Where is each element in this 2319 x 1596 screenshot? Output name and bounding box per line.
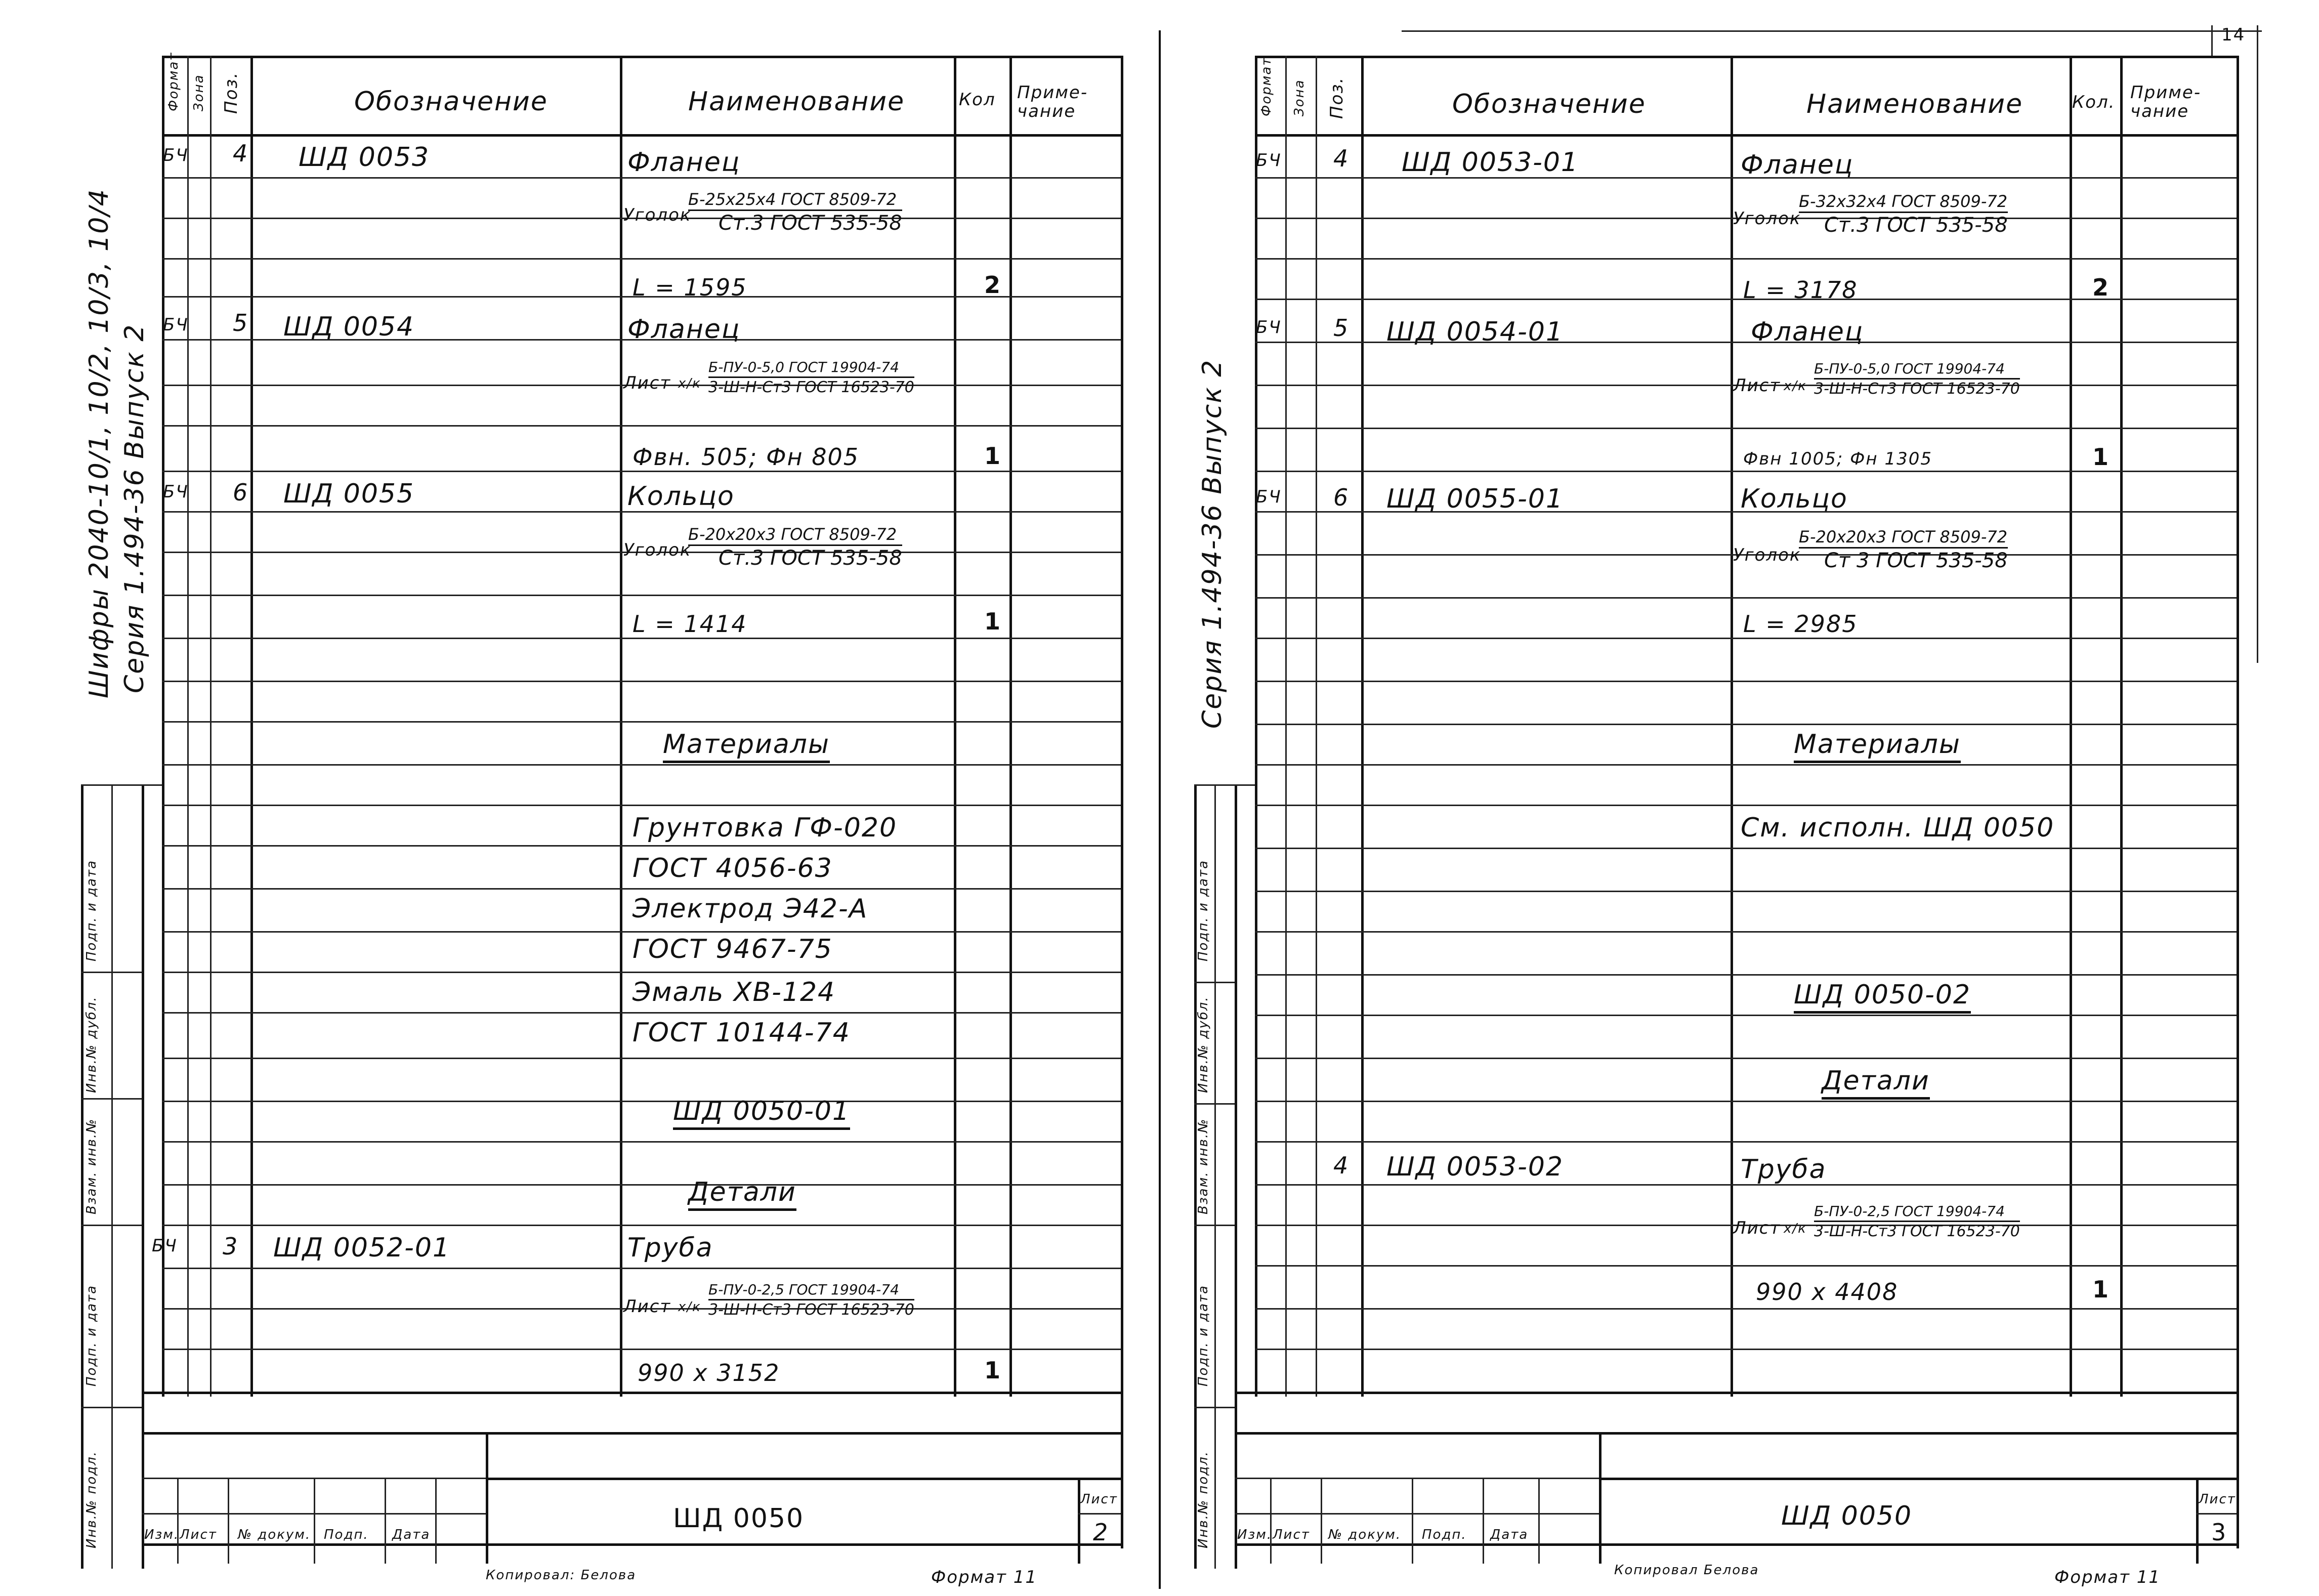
right-col-sep [2070, 56, 2072, 1397]
left-col-sep [954, 56, 956, 1397]
row-line [1255, 1058, 2237, 1059]
page-number: 14 [2221, 25, 2246, 45]
row-name: L = 1414 [633, 610, 747, 638]
margin-box-left [81, 784, 83, 1569]
material-item: ГОСТ 10144-74 [633, 1018, 851, 1048]
left-col-sep [620, 56, 622, 1397]
fraction-denominator: 3-Ш-Н-Ст3 ГОСТ 16523-70 [708, 1301, 914, 1319]
margin-line [1194, 982, 1235, 983]
row-line [1255, 597, 2237, 599]
stamp-line [1235, 1432, 2237, 1435]
fraction-numerator: Б-ПУ-0-5,0 ГОСТ 19904-74 [708, 360, 914, 378]
hdr-name: Наименование [1806, 89, 2023, 119]
stamp-line [1078, 1513, 1121, 1515]
row-line [162, 595, 1121, 596]
stamp-sheet-number: 2 [1093, 1519, 1109, 1546]
row-designation: ШД 0054-01 [1386, 317, 1564, 347]
stamp-col-izm: Изм. [1237, 1527, 1273, 1542]
material-item: ГОСТ 9467-75 [633, 934, 833, 964]
row-line [1255, 891, 2237, 892]
row-line [1255, 1349, 2237, 1350]
margin-label: Подп. и дата [84, 1284, 99, 1387]
row-line [162, 425, 1121, 427]
sheet-divider [1159, 30, 1161, 1589]
hdr-designation: Обозначение [1452, 89, 1646, 119]
row-name: Кольцо [1741, 484, 1848, 514]
row-pos: 4 [233, 140, 249, 167]
footer-format: Формат 11 [931, 1567, 1038, 1587]
row-name: L = 3178 [1743, 276, 1858, 304]
row-pos: 4 [1333, 1152, 1350, 1179]
hdr-format: Формат [1259, 57, 1274, 116]
margin-line [1194, 784, 1255, 786]
stamp-col [2196, 1478, 2199, 1564]
hdr-note: Приме-чание [2130, 82, 2202, 122]
row-name: Фланец [1751, 317, 1864, 347]
right-col-sep [1731, 56, 1733, 1397]
stamp-line [1235, 1478, 1599, 1479]
row-line [162, 471, 1121, 472]
row-line [1255, 471, 2237, 472]
row-name: 990 х 4408 [1756, 1278, 1899, 1306]
row-line [1255, 848, 2237, 849]
row-pos: 6 [233, 479, 249, 506]
row-pos: 5 [233, 309, 249, 337]
margin-box-right [142, 784, 144, 1569]
row-material-fraction [1799, 193, 2008, 235]
right-border-top [1255, 56, 2237, 58]
row-material-prefix: Уголок [1733, 208, 1801, 229]
section-details: Детали [1822, 1068, 1930, 1100]
stamp-col-doc: № докум. [238, 1527, 311, 1542]
stamp-line [486, 1478, 1121, 1480]
fraction-numerator: Б-ПУ-0-5,0 ГОСТ 19904-74 [1814, 362, 2020, 380]
fraction-numerator: Б-25х25х4 ГОСТ 8509-72 [688, 191, 902, 211]
row-line [1255, 258, 2237, 260]
row-line [1255, 931, 2237, 933]
stamp-col-date: Дата [1490, 1527, 1529, 1542]
stamp-col [385, 1478, 386, 1564]
stamp-sheet-label: Лист [2199, 1492, 2236, 1507]
row-line [1255, 805, 2237, 806]
hdr-pos: Поз. [1327, 76, 1347, 119]
margin-label: Подп. и дата [1196, 1284, 1211, 1387]
row-format: БЧ [163, 482, 189, 502]
hdr-qty: Кол. [2072, 92, 2116, 112]
row-qty: 1 [2092, 1276, 2110, 1303]
stamp-line [142, 1432, 1121, 1435]
hdr-name: Наименование [688, 87, 905, 117]
stamp-document-code: ШД 0050 [1781, 1501, 1913, 1531]
right-border-left [1255, 56, 1257, 1397]
row-line [162, 1268, 1121, 1269]
row-material-fraction [1814, 362, 2020, 397]
left-col-sep [1009, 56, 1012, 1397]
row-line [162, 888, 1121, 890]
row-name: L = 2985 [1743, 610, 1858, 638]
row-line [162, 1012, 1121, 1014]
row-qty: 1 [2092, 443, 2110, 471]
stamp-col [1412, 1478, 1413, 1564]
section-details: Детали [688, 1179, 796, 1211]
right-col-sep [1361, 56, 1364, 1397]
row-material-prefix: Уголок [623, 540, 692, 560]
row-name: Труба [627, 1233, 713, 1263]
material-item: См. исполн. ШД 0050 [1741, 813, 2055, 843]
row-material-prefix: Лист [1733, 375, 1781, 396]
right-col-sep [1285, 56, 1287, 1397]
row-name: Фвн. 505; Фн 805 [633, 443, 860, 471]
right-outer-line [2257, 25, 2258, 663]
section-assembly: ШД 0050-01 [673, 1098, 850, 1130]
left-col-sep [210, 56, 212, 1397]
row-designation: ШД 0055 [283, 479, 415, 509]
row-format: БЧ [152, 1236, 178, 1256]
row-material-prefix: Лист [623, 373, 671, 393]
section-materials: Материалы [1794, 731, 1961, 763]
stamp-document-code: ШД 0050 [673, 1503, 805, 1534]
hdr-qty: Кол [959, 90, 996, 110]
row-material-fraction [688, 191, 902, 233]
row-pos: 5 [1333, 314, 1350, 342]
stamp-col [1078, 1478, 1080, 1564]
material-item: ГОСТ 4056-63 [633, 853, 833, 884]
right-border-right [2237, 56, 2239, 1548]
stamp-col-doc: № докум. [1328, 1527, 1402, 1542]
stamp-sheet-number: 3 [2211, 1519, 2227, 1546]
stamp-col [435, 1478, 437, 1564]
row-qty: 1 [984, 1357, 1002, 1384]
margin-line [81, 972, 142, 973]
fraction-denominator: Ст.3 ГОСТ 535-58 [719, 547, 902, 570]
fraction-numerator: Б-32х32х4 ГОСТ 8509-72 [1799, 193, 2008, 213]
hdr-format: Формат [166, 52, 181, 111]
left-border-left [162, 56, 164, 1397]
row-material-fraction [708, 1283, 914, 1318]
hdr-pos: Поз. [221, 71, 241, 114]
page-box [2211, 25, 2213, 56]
row-name: Труба [1741, 1154, 1827, 1185]
row-line [162, 845, 1121, 847]
row-line [162, 681, 1121, 682]
row-line [1255, 428, 2237, 429]
row-name: 990 х 3152 [638, 1359, 780, 1387]
row-name: Фланец [627, 314, 741, 345]
margin-line [1194, 1103, 1235, 1105]
right-col-sep [2120, 56, 2123, 1397]
row-material-prefix: Уголок [623, 205, 692, 225]
row-format: БЧ [1256, 317, 1282, 338]
stamp-col [1538, 1478, 1540, 1564]
row-line [1255, 1265, 2237, 1267]
row-designation: ШД 0053 [299, 142, 430, 173]
margin-line [81, 1225, 142, 1226]
margin-label: Инв.№ дубл. [1196, 996, 1211, 1093]
left-side-title-1: Шифры 2040-10/1, 10/2, 10/3, 10/4 [84, 188, 114, 698]
stamp-col [1270, 1478, 1272, 1564]
row-qty: 2 [984, 271, 1002, 299]
fraction-numerator: Б-ПУ-0-2,5 ГОСТ 19904-74 [708, 1283, 914, 1300]
row-material-fraction [1799, 529, 2008, 571]
table-bottom-line [1235, 1392, 2237, 1394]
row-line [162, 1184, 1121, 1186]
right-col-sep [1316, 56, 1317, 1397]
row-designation: ШД 0052-01 [273, 1233, 451, 1263]
stamp-line [1235, 1513, 1599, 1515]
row-material-prefix-sub: х/к [678, 1299, 701, 1315]
row-material-prefix: Лист [1733, 1218, 1781, 1238]
row-line [1255, 638, 2237, 639]
row-line [162, 972, 1121, 973]
row-format: БЧ [163, 315, 189, 335]
row-material-prefix-sub: х/к [678, 376, 701, 391]
row-material-prefix: Лист [623, 1296, 671, 1317]
row-name: L = 1595 [633, 274, 747, 301]
margin-label: Подп. и дата [1196, 859, 1211, 961]
row-pos: 3 [223, 1233, 239, 1260]
row-line [162, 931, 1121, 933]
hdr-zone: Зона [1292, 79, 1307, 116]
material-item: Электрод Э42-А [633, 894, 868, 924]
footer-copied-by: Копировал Белова [1614, 1563, 1759, 1578]
left-col-sep [187, 56, 189, 1397]
right-header-line [1255, 134, 2237, 137]
row-line [162, 1101, 1121, 1102]
row-line [162, 1225, 1121, 1226]
table-bottom-line [142, 1392, 1121, 1394]
row-designation: ШД 0055-01 [1386, 484, 1564, 514]
stamp-col [1483, 1478, 1484, 1564]
section-materials: Материалы [663, 731, 830, 763]
stamp-col [177, 1478, 179, 1564]
row-designation: ШД 0053-01 [1402, 147, 1579, 178]
row-qty: 1 [984, 442, 1002, 470]
margin-label: Инв.№ подл. [1196, 1450, 1211, 1548]
margin-label: Взам. инв.№ [1196, 1118, 1211, 1214]
left-side-title-2: Серия 1.494-36 Выпуск 2 [119, 323, 150, 693]
stamp-line [142, 1543, 1121, 1546]
row-qty: 1 [984, 608, 1002, 635]
fraction-numerator: Б-ПУ-0-2,5 ГОСТ 19904-74 [1814, 1204, 2020, 1222]
row-line [162, 721, 1121, 723]
row-line [1255, 681, 2237, 682]
fraction-denominator: Ст 3 ГОСТ 535-58 [1824, 549, 2008, 572]
row-qty: 2 [2092, 274, 2110, 301]
row-line [162, 638, 1121, 639]
margin-label: Инв.№ подл. [84, 1450, 99, 1548]
margin-label: Подп. и дата [84, 859, 99, 961]
row-name: Фланец [627, 147, 741, 178]
row-designation: ШД 0054 [283, 312, 415, 342]
row-material-prefix: Уголок [1733, 545, 1801, 565]
stamp-col-date: Дата [392, 1527, 431, 1542]
row-line [162, 764, 1121, 766]
fraction-numerator: Б-20х20х3 ГОСТ 8509-72 [1799, 529, 2008, 549]
stamp-line [2196, 1513, 2237, 1515]
stamp-sheet-label: Лист [1080, 1492, 1118, 1507]
fraction-numerator: Б-20х20х3 ГОСТ 8509-72 [688, 526, 902, 546]
margin-col [1214, 784, 1216, 1569]
row-line [1255, 1101, 2237, 1102]
row-pos: 6 [1333, 484, 1350, 511]
stamp-col [314, 1478, 315, 1564]
stamp-col [1321, 1478, 1322, 1564]
row-designation: ШД 0053-02 [1386, 1152, 1564, 1182]
row-material-prefix-sub: х/к [1784, 1221, 1807, 1236]
left-border-right [1121, 56, 1123, 1548]
margin-line [81, 784, 162, 786]
margin-box-right [1235, 784, 1237, 1569]
material-item: Грунтовка ГФ-020 [633, 813, 898, 843]
stamp-line [1599, 1478, 2237, 1480]
left-header-line [162, 134, 1121, 137]
hdr-note: Приме-чание [1017, 82, 1088, 122]
margin-label: Взам. инв.№ [84, 1118, 99, 1214]
row-pos: 4 [1333, 145, 1350, 172]
row-line [1255, 974, 2237, 976]
margin-line [1194, 1225, 1235, 1226]
row-material-fraction [688, 526, 902, 568]
left-col-sep [250, 56, 253, 1397]
row-format: БЧ [163, 145, 189, 165]
row-line [1255, 724, 2237, 725]
row-line [162, 1141, 1121, 1143]
stamp-col-sign: Подп. [324, 1527, 369, 1542]
footer-copied-by: Копировал: Белова [486, 1568, 637, 1583]
row-line [162, 1058, 1121, 1059]
left-border-top [162, 56, 1121, 58]
row-name: Фланец [1741, 150, 1854, 180]
row-line [1255, 764, 2237, 766]
row-line [1255, 1141, 2237, 1143]
right-top-line [1402, 30, 2262, 32]
margin-line [1194, 1407, 1235, 1408]
hdr-zone: Зона [191, 74, 206, 111]
stamp-col-izm: Изм. [144, 1527, 180, 1542]
footer-format: Формат 11 [2054, 1567, 2161, 1587]
fraction-denominator: Ст.3 ГОСТ 535-58 [719, 212, 902, 235]
margin-label: Инв.№ дубл. [84, 996, 99, 1093]
fraction-denominator: 3-Ш-Н-Ст3 ГОСТ 16523-70 [1814, 380, 2020, 398]
row-name: Кольцо [627, 481, 735, 512]
row-material-prefix-sub: х/к [1784, 379, 1807, 394]
stamp-col-sign: Подп. [1422, 1527, 1467, 1542]
stamp-line [1235, 1543, 2237, 1546]
stamp-col-list: Лист [180, 1527, 217, 1542]
section-assembly: ШД 0050-02 [1794, 982, 1971, 1014]
row-material-fraction [1814, 1204, 2020, 1239]
row-line [1255, 1015, 2237, 1016]
row-line [162, 805, 1121, 806]
row-line [162, 258, 1121, 260]
margin-line [81, 1407, 142, 1408]
row-name: Фвн 1005; Фн 1305 [1743, 449, 1932, 469]
hdr-designation: Обозначение [354, 87, 548, 117]
material-item: Эмаль ХВ-124 [633, 977, 836, 1007]
stamp-col [228, 1478, 229, 1564]
stamp-col-list: Лист [1273, 1527, 1310, 1542]
fraction-denominator: 3-Ш-Н-Ст3 ГОСТ 16523-70 [1814, 1223, 2020, 1240]
margin-line [81, 1098, 142, 1100]
row-line [162, 1349, 1121, 1350]
fraction-denominator: Ст.3 ГОСТ 535-58 [1824, 214, 2008, 237]
fraction-denominator: 3-Ш-Н-Ст3 ГОСТ 16523-70 [708, 379, 914, 396]
row-line [1255, 1308, 2237, 1310]
margin-col [111, 784, 113, 1569]
row-format: БЧ [1256, 487, 1282, 507]
row-material-fraction [708, 360, 914, 395]
row-format: БЧ [1256, 150, 1282, 171]
right-side-title: Серия 1.494-36 Выпуск 2 [1197, 359, 1228, 729]
